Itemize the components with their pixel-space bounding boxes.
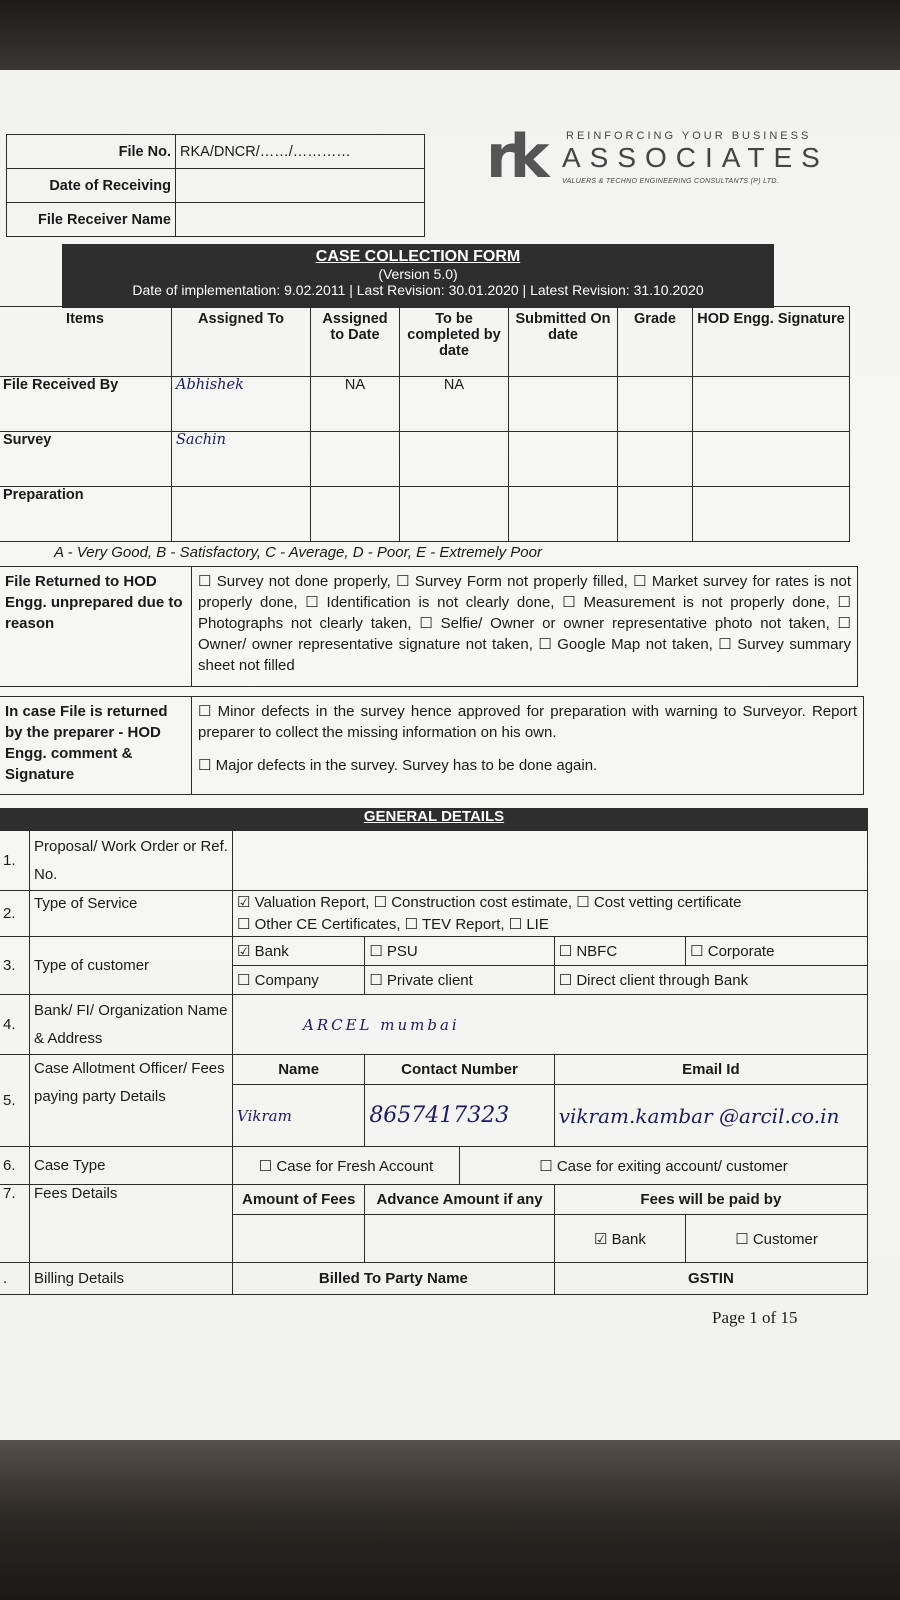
items-table xyxy=(0,306,850,542)
row-3-number: 3. xyxy=(0,937,30,995)
row-5-number: 5. xyxy=(0,1055,30,1147)
officer-email-header: Email Id xyxy=(554,1055,867,1085)
customer-corporate-option: ☐ Corporate xyxy=(686,937,868,966)
returned-hod-box xyxy=(0,566,858,687)
general-details-title: GENERAL DETAILS xyxy=(363,808,505,825)
minor-defects-option: ☐ Minor defects in the survey hence approved for preparation with warning to Surveyor. Report preparer to collect the missing information on his own. xyxy=(198,703,857,741)
gstin-header: GSTIN xyxy=(554,1263,867,1295)
customer-psu-option: ☐ PSU xyxy=(365,937,554,966)
row-item: Preparation xyxy=(0,487,172,542)
file-no-label: File No. xyxy=(7,135,176,169)
row-assigned-date: NA xyxy=(311,377,400,432)
date-receiving-label: Date of Receiving xyxy=(7,169,176,203)
col-grade: Grade xyxy=(618,307,693,377)
case-fresh-option: ☐ Case for Fresh Account xyxy=(233,1147,460,1185)
form-title-band xyxy=(62,244,774,308)
row-submitted xyxy=(509,432,618,487)
service-type-label: Type of Service xyxy=(30,891,233,937)
row-7-number: 7. xyxy=(0,1185,30,1263)
general-details-table xyxy=(0,830,868,1295)
billed-party-header: Billed To Party Name xyxy=(233,1263,555,1295)
fees-advance-value xyxy=(365,1215,554,1263)
row-item: File Received By xyxy=(0,377,172,432)
col-complete-by: To be completed by date xyxy=(400,307,509,377)
customer-type-label: Type of customer xyxy=(30,937,233,995)
officer-contact-value: 8657417323 xyxy=(365,1085,554,1147)
logo-mark: rk xyxy=(486,122,544,192)
row-8-number: . xyxy=(0,1263,30,1295)
row-complete-by xyxy=(400,432,509,487)
file-no-value: RKA/DNCR/……/………… xyxy=(176,135,425,169)
officer-name-value: Vikram xyxy=(233,1085,365,1147)
service-options-line-2: ☐ Other CE Certificates, ☐ TEV Report, ☐ LIE xyxy=(237,915,549,933)
background-bottom xyxy=(0,1440,900,1600)
form-dates: Date of implementation: 9.02.2011 | Last Revision: 30.01.2020 | Latest Revision: 31.10.2020 xyxy=(132,282,704,298)
row-grade xyxy=(618,432,693,487)
fees-details-label: Fees Details xyxy=(30,1185,233,1263)
row-item: Survey xyxy=(0,432,172,487)
row-hod-signature xyxy=(693,487,850,542)
general-details-band xyxy=(0,808,868,830)
officer-name-header: Name xyxy=(233,1055,365,1085)
customer-bank-option: ☑ Bank xyxy=(233,937,365,966)
row-complete-by: NA xyxy=(400,377,509,432)
row-6-number: 6. xyxy=(0,1147,30,1185)
row-assigned-to: Sachin xyxy=(172,432,311,487)
major-defects-option: ☐ Major defects in the survey. Survey has to be done again. xyxy=(198,757,598,774)
fees-bank-option: ☑ Bank xyxy=(554,1215,685,1263)
customer-private-option: ☐ Private client xyxy=(365,966,554,995)
row-hod-signature xyxy=(693,432,850,487)
row-complete-by xyxy=(400,487,509,542)
row-grade xyxy=(618,377,693,432)
row-submitted xyxy=(509,377,618,432)
service-type-options xyxy=(233,891,868,937)
page-number: Page 1 of 15 xyxy=(712,1308,798,1327)
form-title: CASE COLLECTION FORM xyxy=(315,248,521,265)
row-assigned-to xyxy=(172,487,311,542)
col-items: Items xyxy=(0,307,172,377)
billing-details-label: Billing Details xyxy=(30,1263,233,1295)
col-assigned-date: Assigned to Date xyxy=(311,307,400,377)
logo-tagline: REINFORCING YOUR BUSINESS xyxy=(566,130,812,142)
organization-label: Bank/ FI/ Organization Name & Address xyxy=(30,995,233,1055)
file-receiver-value xyxy=(176,203,425,237)
customer-direct-option: ☐ Direct client through Bank xyxy=(554,966,867,995)
officer-contact-header: Contact Number xyxy=(365,1055,554,1085)
row-grade xyxy=(618,487,693,542)
col-assigned-to: Assigned To xyxy=(172,307,311,377)
file-info-table xyxy=(6,134,425,237)
returned-preparer-options xyxy=(192,697,864,795)
logo-subtitle: VALUERS & TECHNO ENGINEERING CONSULTANTS (P) LTD. xyxy=(562,178,779,185)
table-row xyxy=(0,377,850,432)
fees-amount-header: Amount of Fees xyxy=(233,1185,365,1215)
fees-customer-option: ☐ Customer xyxy=(686,1215,868,1263)
row-hod-signature xyxy=(693,377,850,432)
col-hod-signature: HOD Engg. Signature xyxy=(693,307,850,377)
row-4-number: 4. xyxy=(0,995,30,1055)
organization-value: ARCEL mumbai xyxy=(233,995,868,1055)
row-2-number: 2. xyxy=(0,891,30,937)
date-receiving-value xyxy=(176,169,425,203)
case-existing-option: ☐ Case for exiting account/ customer xyxy=(459,1147,867,1185)
company-logo xyxy=(486,122,829,198)
case-type-label: Case Type xyxy=(30,1147,233,1185)
proposal-value xyxy=(233,831,868,891)
proposal-label: Proposal/ Work Order or Ref. No. xyxy=(30,831,233,891)
customer-nbfc-option: ☐ NBFC xyxy=(554,937,685,966)
service-options-line-1: ☑ Valuation Report, ☐ Construction cost estimate, ☐ Cost vetting certificate xyxy=(237,893,742,911)
table-row xyxy=(0,487,850,542)
customer-company-option: ☐ Company xyxy=(233,966,365,995)
grade-legend: A - Very Good, B - Satisfactory, C - Average, D - Poor, E - Extremely Poor xyxy=(54,544,542,561)
row-assigned-date xyxy=(311,487,400,542)
row-1-number: 1. xyxy=(0,831,30,891)
form-version: (Version 5.0) xyxy=(378,266,458,282)
fees-amount-value xyxy=(233,1215,365,1263)
row-assigned-to: Abhishek xyxy=(172,377,311,432)
row-assigned-date xyxy=(311,432,400,487)
returned-preparer-box xyxy=(0,696,864,795)
returned-hod-label: File Returned to HOD Engg. unprepared due to reason xyxy=(0,567,192,687)
officer-email-value: vikram.kambar @arcil.co.in xyxy=(554,1085,867,1147)
allotment-officer-label: Case Allotment Officer/ Fees paying party Details xyxy=(30,1055,233,1147)
returned-hod-options: ☐ Survey not done properly, ☐ Survey Form not properly filled, ☐ Market survey for rates is not properly done, ☐ Identification is not clearly done, ☐ Measurement is not properly done, ☐ Photographs not clearly taken, ☐ Selfie/ Owner or owner representative photo not taken, ☐ Owner/ owner representative signature not taken, ☐ Google Map not taken, ☐ Survey summary sheet not filled xyxy=(192,567,858,687)
returned-preparer-label: In case File is returned by the preparer - HOD Engg. comment & Signature xyxy=(0,697,192,795)
col-submitted: Submitted On date xyxy=(509,307,618,377)
fees-advance-header: Advance Amount if any xyxy=(365,1185,554,1215)
row-submitted xyxy=(509,487,618,542)
fees-paid-by-header: Fees will be paid by xyxy=(554,1185,867,1215)
file-receiver-label: File Receiver Name xyxy=(7,203,176,237)
table-row xyxy=(0,432,850,487)
logo-name: ASSOCIATES xyxy=(562,142,829,173)
